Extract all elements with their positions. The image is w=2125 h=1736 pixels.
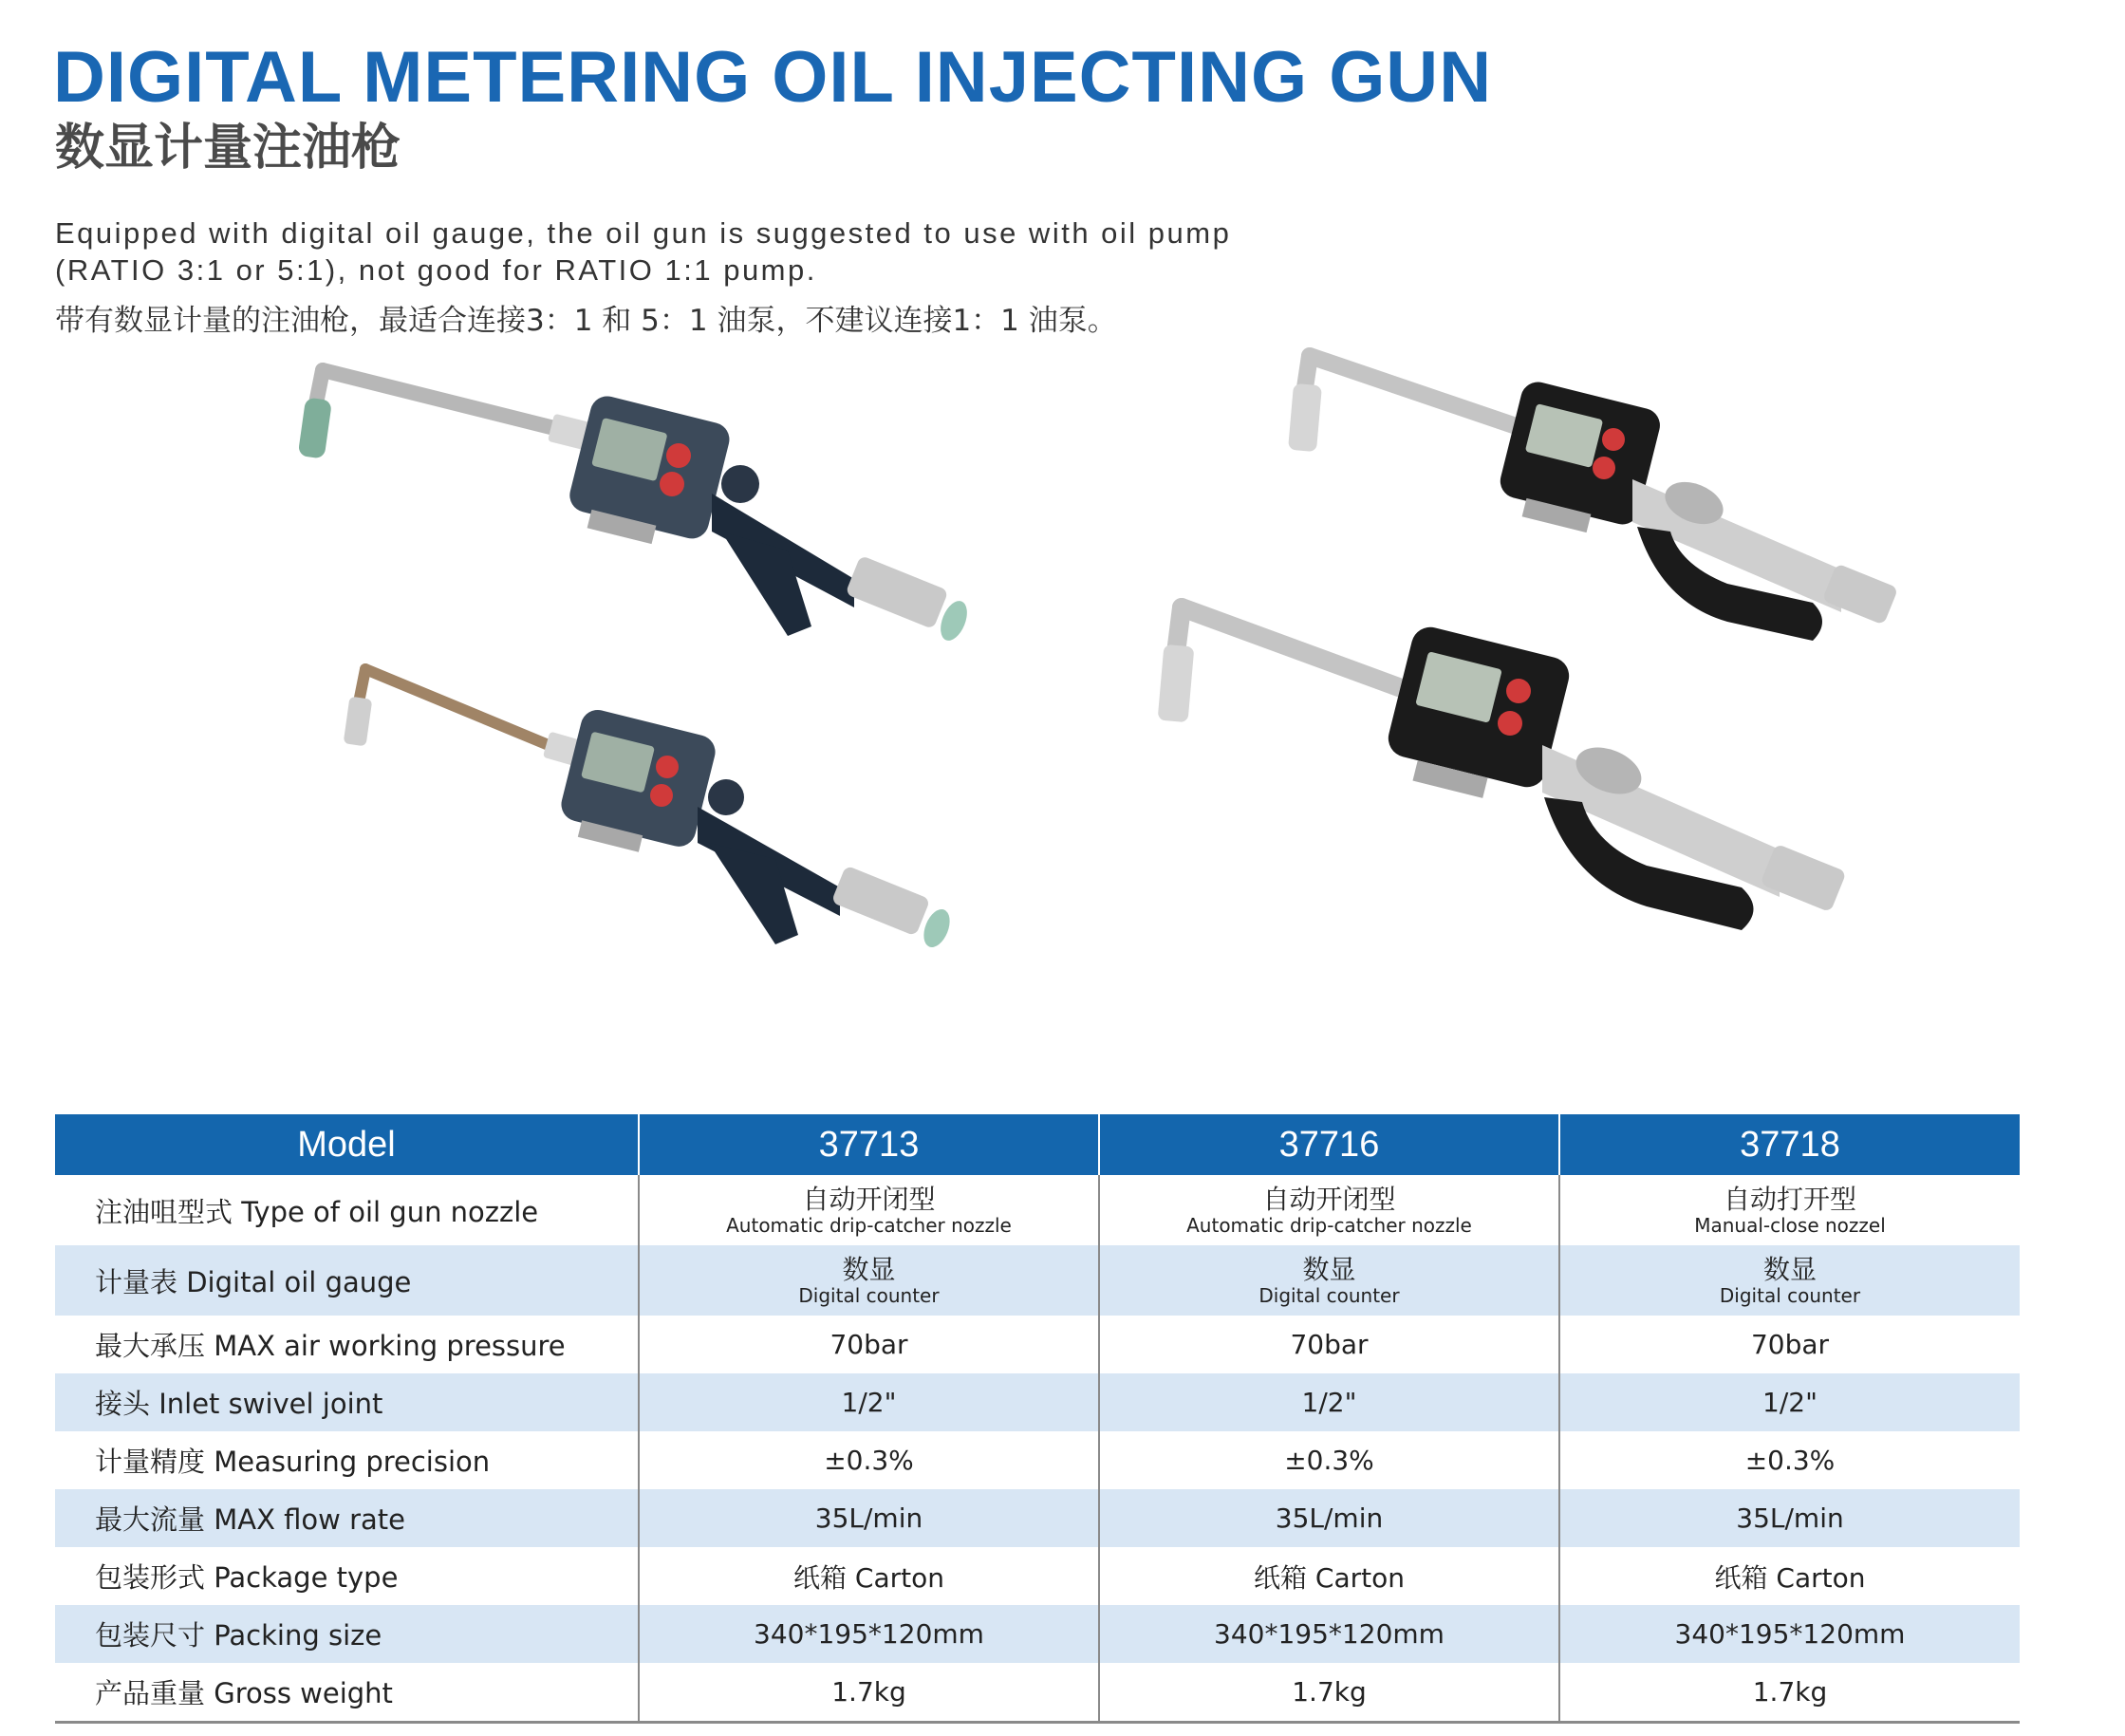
- table-cell: 纸箱 Carton: [639, 1547, 1099, 1605]
- table-row-oil-gauge: [55, 1245, 2020, 1316]
- row-label: 接头 Inlet swivel joint: [55, 1373, 639, 1431]
- cell-main-text: 数显: [1762, 1254, 1817, 1285]
- table-cell: [1099, 1245, 1559, 1316]
- table-cell: 1.7kg: [1099, 1663, 1559, 1723]
- cell-sub-text: Automatic drip-catcher nozzle: [1186, 1214, 1472, 1237]
- table-cell: 70bar: [1099, 1316, 1559, 1373]
- cell-sub-text: Automatic drip-catcher nozzle: [726, 1214, 1012, 1237]
- table-cell: [639, 1175, 1099, 1245]
- product-image-gun-4: [1153, 588, 1874, 968]
- cell-main-text: 自动开闭型: [1262, 1184, 1396, 1215]
- table-row-inlet-joint: [55, 1373, 2020, 1431]
- row-label: 包装尺寸 Packing size: [55, 1605, 639, 1663]
- table-cell: 1.7kg: [639, 1663, 1099, 1723]
- cell-sub-text: Digital counter: [798, 1284, 940, 1307]
- cell-sub-text: Manual-close nozzel: [1694, 1214, 1886, 1237]
- table-cell: [639, 1245, 1099, 1316]
- table-cell: 1.7kg: [1559, 1663, 2020, 1723]
- row-label: 注油咀型式 Type of oil gun nozzle: [55, 1175, 639, 1245]
- table-cell: 70bar: [639, 1316, 1099, 1373]
- description-english: Equipped with digital oil gauge, the oil gun is suggested to use with oil pump (RATIO 3:1 or 5:1), not good for RATIO 1:1 pump.: [55, 216, 1232, 287]
- table-cell: [1559, 1175, 2020, 1245]
- table-cell: [1559, 1245, 2020, 1316]
- product-image-gun-2: [337, 655, 1001, 997]
- table-row-precision: [55, 1431, 2020, 1489]
- cell-sub-text: Digital counter: [1719, 1284, 1861, 1307]
- table-row-pressure: [55, 1316, 2020, 1373]
- cell-main-text: 自动打开型: [1723, 1184, 1856, 1215]
- table-cell: 35L/min: [1099, 1489, 1559, 1547]
- spec-table: [55, 1114, 2020, 1724]
- description-chinese: 带有数显计量的注油枪，最适合连接3：1 和 5：1 油泵，不建议连接1：1 油泵。: [55, 304, 1117, 338]
- page-title: DIGITAL METERING OIL INJECTING GUN: [53, 37, 1493, 118]
- model-37713-header: 37713: [639, 1114, 1099, 1175]
- row-label: 计量精度 Measuring precision: [55, 1431, 639, 1489]
- table-cell: 1/2": [1559, 1373, 2020, 1431]
- row-label: 最大承压 MAX air working pressure: [55, 1316, 639, 1373]
- cell-main-text: 数显: [842, 1254, 896, 1285]
- row-label: 计量表 Digital oil gauge: [55, 1245, 639, 1316]
- table-cell: 纸箱 Carton: [1099, 1547, 1559, 1605]
- product-image-gun-1: [294, 351, 1016, 693]
- table-cell: 340*195*120mm: [1099, 1605, 1559, 1663]
- table-row-packing-size: [55, 1605, 2020, 1663]
- table-cell: [1099, 1175, 1559, 1245]
- row-label: 包装形式 Package type: [55, 1547, 639, 1605]
- table-cell: 70bar: [1750, 1329, 1830, 1360]
- table-row-gross-weight: [55, 1663, 2020, 1723]
- table-cell: 35L/min: [1559, 1489, 2020, 1547]
- table-row-package-type: [55, 1547, 2020, 1605]
- table-cell: 纸箱 Carton: [1714, 1561, 1866, 1594]
- table-cell: 35L/min: [639, 1489, 1099, 1547]
- row-label: 最大流量 MAX flow rate: [55, 1489, 639, 1547]
- page-title-chinese: 数显计量注油枪: [55, 120, 401, 177]
- table-cell: ±0.3%: [1099, 1431, 1559, 1489]
- cell-main-text: 数显: [1302, 1254, 1356, 1285]
- table-cell: 340*195*120mm: [1559, 1605, 2020, 1663]
- table-cell: ±0.3%: [1744, 1445, 1836, 1476]
- cell-sub-text: Digital counter: [1258, 1284, 1400, 1307]
- table-row-nozzle-type: [55, 1175, 2020, 1245]
- table-header-row: [55, 1114, 2020, 1175]
- table-cell: ±0.3%: [639, 1431, 1099, 1489]
- table-cell: 1/2": [1099, 1373, 1559, 1431]
- table-cell: 340*195*120mm: [639, 1605, 1099, 1663]
- cell-main-text: 自动开闭型: [802, 1184, 936, 1215]
- model-37718-header: 37718: [1559, 1114, 2020, 1175]
- row-label: 产品重量 Gross weight: [55, 1663, 639, 1723]
- model-37716-header: 37716: [1099, 1114, 1559, 1175]
- table-row-flow-rate: [55, 1489, 2020, 1547]
- model-header: Model: [55, 1114, 639, 1175]
- table-cell: 1/2": [639, 1373, 1099, 1431]
